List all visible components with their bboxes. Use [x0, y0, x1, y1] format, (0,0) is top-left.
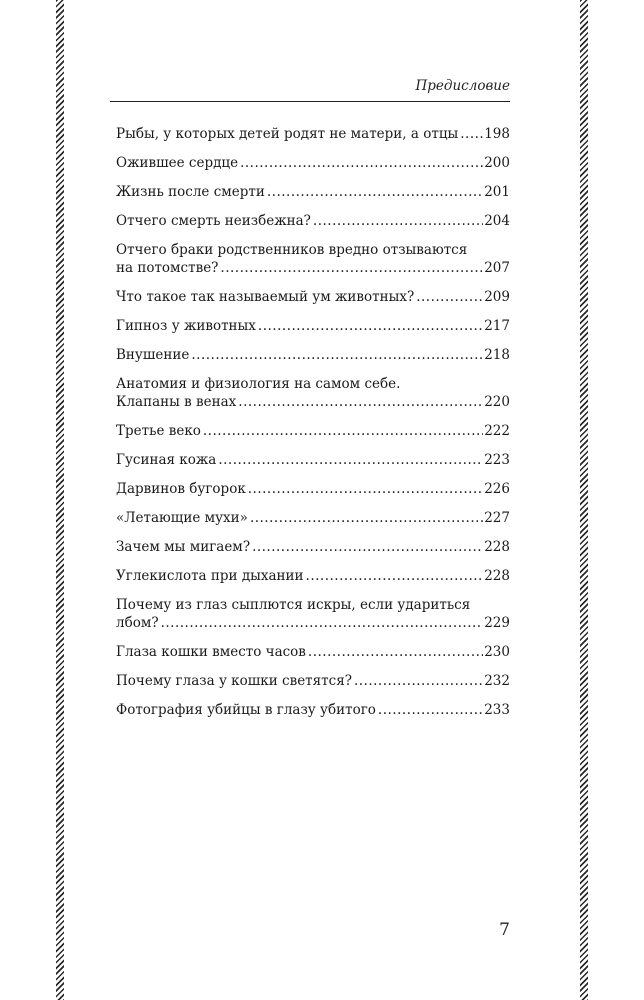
dot-leader — [240, 154, 483, 172]
toc-entry-page: 228 — [484, 539, 510, 555]
toc-entry-title: на потомстве? — [116, 260, 219, 276]
toc-entry-row — [116, 451, 510, 469]
toc-entry-title: Дарвинов бугорок — [116, 481, 246, 497]
running-head: Предисловие — [415, 78, 510, 94]
toc-entry-title: Почему глаза у кошки светятся? — [116, 673, 352, 689]
toc-entry[interactable] — [116, 422, 510, 440]
toc-entry[interactable] — [116, 596, 510, 632]
toc-entry[interactable] — [116, 538, 510, 556]
toc-entry-page: 233 — [484, 702, 510, 718]
dot-leader — [460, 125, 483, 143]
toc-entry-page: 217 — [484, 318, 510, 334]
toc-entry-page: 198 — [484, 126, 510, 142]
toc-entry-title: Ожившее сердце — [116, 155, 239, 171]
toc-entry[interactable] — [116, 183, 510, 201]
toc-entry-page: 222 — [484, 423, 510, 439]
toc-entry-page: 229 — [484, 615, 510, 631]
table-of-contents — [116, 125, 510, 730]
toc-entry[interactable] — [116, 154, 510, 172]
toc-entry-row — [116, 509, 510, 527]
toc-entry-title: Гипноз у животных — [116, 318, 256, 334]
toc-entry-row — [116, 480, 510, 498]
dot-leader — [258, 317, 483, 335]
toc-entry-page: 220 — [484, 394, 510, 410]
toc-entry-title: Что такое так называемый ум животных? — [116, 289, 415, 305]
dot-leader — [354, 672, 483, 690]
toc-entry-page: 201 — [484, 184, 510, 200]
toc-entry[interactable] — [116, 241, 510, 277]
toc-entry[interactable] — [116, 509, 510, 527]
toc-entry-page: 226 — [484, 481, 510, 497]
dot-leader — [238, 393, 483, 411]
toc-entry-page: 209 — [484, 289, 510, 305]
toc-entry-page: 230 — [484, 644, 510, 660]
toc-entry-page: 227 — [484, 510, 510, 526]
toc-entry-row — [116, 317, 510, 335]
toc-entry[interactable] — [116, 672, 510, 690]
dot-leader — [161, 614, 484, 632]
toc-entry[interactable] — [116, 125, 510, 143]
toc-entry-row — [116, 567, 510, 585]
toc-entry[interactable] — [116, 480, 510, 498]
toc-entry-page: 204 — [484, 213, 510, 229]
toc-entry-row — [116, 701, 510, 719]
toc-entry-title: Глаза кошки вместо часов — [116, 644, 306, 660]
toc-entry-title-line: Анатомия и физиология на самом себе. — [116, 376, 401, 392]
toc-entry[interactable] — [116, 346, 510, 364]
toc-entry[interactable] — [116, 288, 510, 306]
toc-entry-title-line: Почему из глаз сыплются искры, если удариться — [116, 597, 471, 613]
toc-entry-row — [116, 288, 510, 306]
toc-entry-title: Фотография убийцы в глазу убитого — [116, 702, 376, 718]
toc-entry-title: Гусиная кожа — [116, 452, 217, 468]
left-page-edge-decoration — [56, 0, 64, 1000]
right-page-edge-decoration — [580, 0, 588, 1000]
page-number: 7 — [499, 920, 510, 940]
toc-entry-page: 200 — [484, 155, 510, 171]
toc-entry-row — [116, 212, 510, 230]
dot-leader — [267, 183, 483, 201]
toc-entry-row — [116, 614, 510, 632]
toc-entry-title: «Летающие мухи» — [116, 510, 248, 526]
toc-entry[interactable] — [116, 701, 510, 719]
dot-leader — [313, 212, 483, 230]
toc-entry-title: Третье веко — [116, 423, 201, 439]
toc-entry-title: Жизнь после смерти — [116, 184, 265, 200]
dot-leader — [252, 538, 483, 556]
toc-entry-row — [116, 346, 510, 364]
toc-entry-page: 228 — [484, 568, 510, 584]
toc-entry-title-line: Отчего браки родственников вредно отзываются — [116, 242, 468, 258]
toc-entry-row — [116, 125, 510, 143]
toc-entry[interactable] — [116, 567, 510, 585]
toc-entry-row — [116, 538, 510, 556]
header-rule — [110, 101, 510, 102]
toc-entry-row — [116, 672, 510, 690]
dot-leader — [416, 288, 483, 306]
toc-entry-page: 232 — [484, 673, 510, 689]
toc-entry[interactable] — [116, 212, 510, 230]
toc-entry-page: 218 — [484, 347, 510, 363]
dot-leader — [220, 259, 483, 277]
toc-entry[interactable] — [116, 317, 510, 335]
toc-entry-title: Клапаны в венах — [116, 394, 237, 410]
toc-entry-row — [116, 422, 510, 440]
dot-leader — [308, 643, 483, 661]
toc-entry-title: Углекислота при дыхании — [116, 568, 304, 584]
toc-entry-row — [116, 259, 510, 277]
toc-entry[interactable] — [116, 643, 510, 661]
toc-entry-page: 223 — [484, 452, 510, 468]
toc-entry-page: 207 — [484, 260, 510, 276]
dot-leader — [378, 701, 483, 719]
toc-entry-row — [116, 643, 510, 661]
dot-leader — [218, 451, 483, 469]
dot-leader — [191, 346, 483, 364]
dot-leader — [248, 480, 483, 498]
toc-entry[interactable] — [116, 375, 510, 411]
toc-entry-title: лбом? — [116, 615, 159, 631]
dot-leader — [250, 509, 483, 527]
toc-entry[interactable] — [116, 451, 510, 469]
toc-entry-title: Внушение — [116, 347, 190, 363]
dot-leader — [203, 422, 483, 440]
toc-entry-title: Рыбы, у которых детей родят не матери, а отцы — [116, 126, 459, 142]
toc-entry-row — [116, 154, 510, 172]
toc-entry-title: Зачем мы мигаем? — [116, 539, 251, 555]
toc-entry-title: Отчего смерть неизбежна? — [116, 213, 311, 229]
toc-entry-row — [116, 393, 510, 411]
toc-entry-row — [116, 183, 510, 201]
dot-leader — [306, 567, 484, 585]
